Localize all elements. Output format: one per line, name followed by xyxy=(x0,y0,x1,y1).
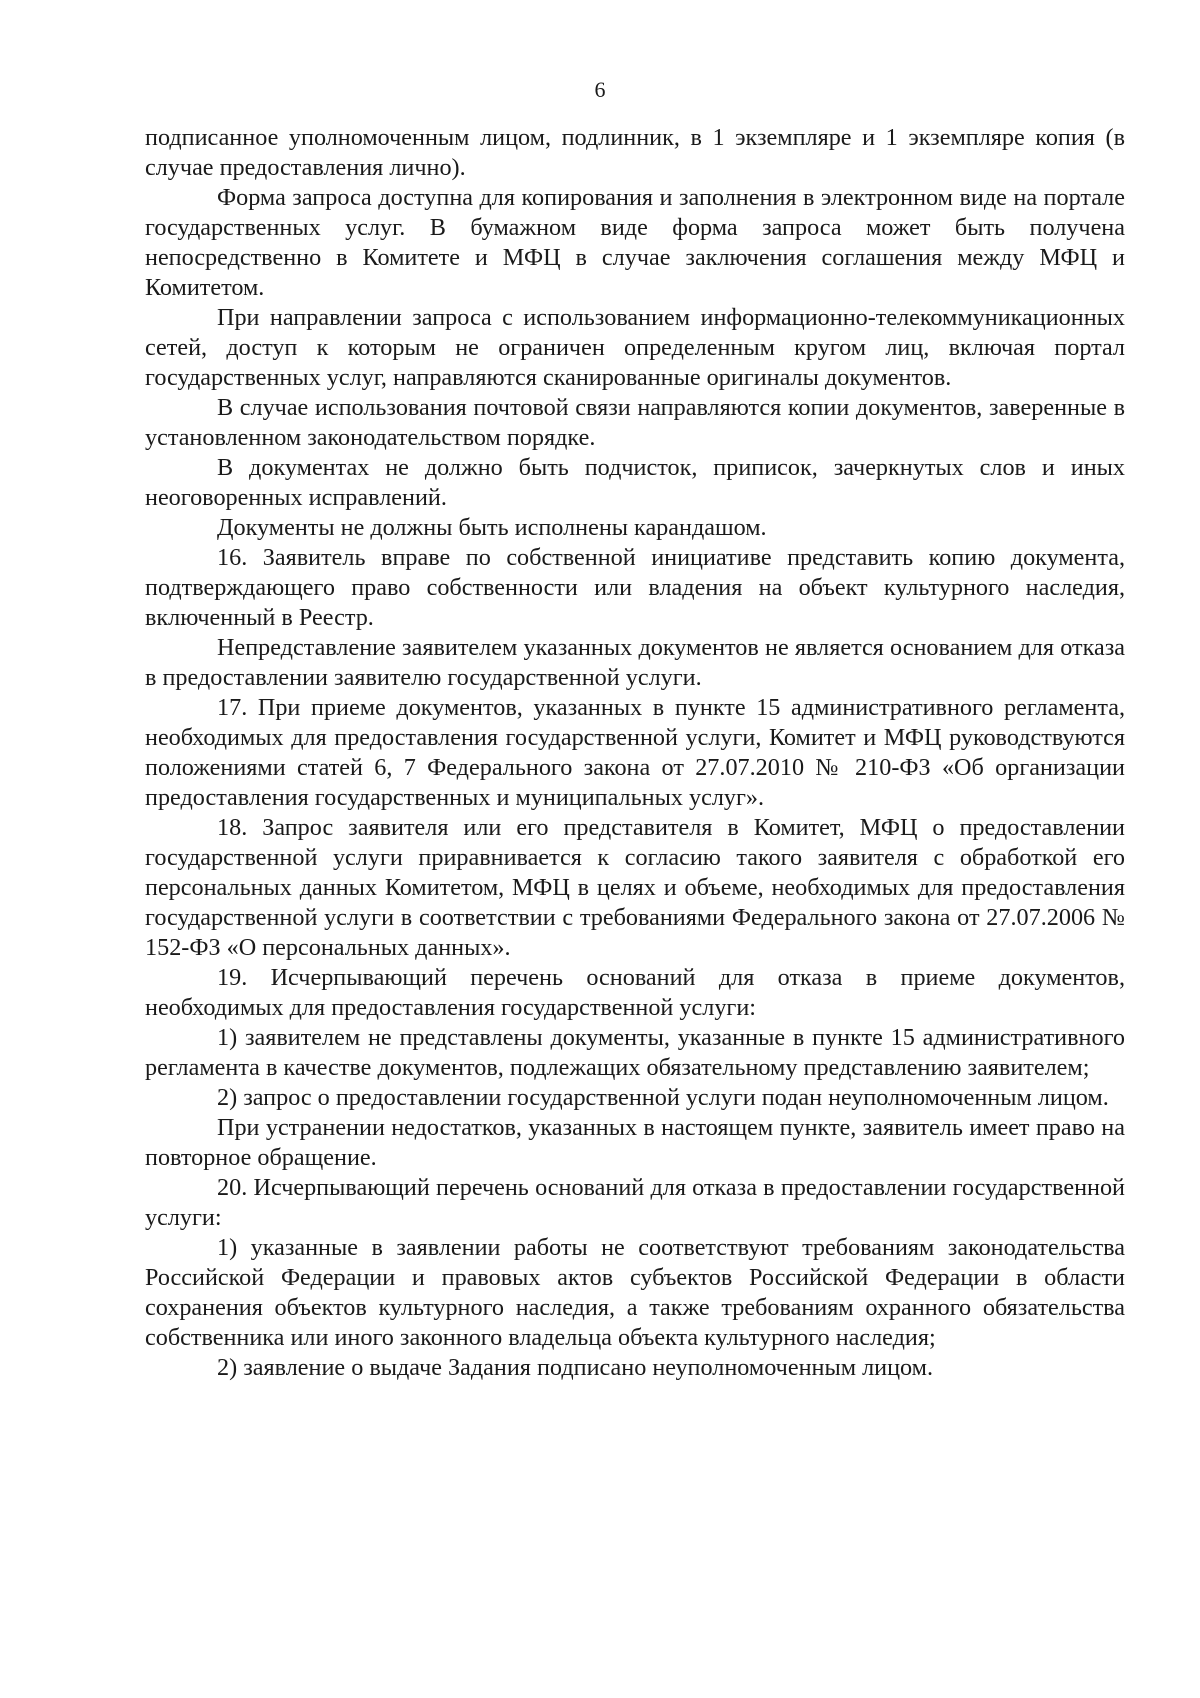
paragraph-item-20-1: 1) указанные в заявлении работы не соответствуют требованиям законодательства Российской Федерации и правовых актов субъектов Российской Федерации в области сохранения объектов культурного наследия, а также требованиям охранного обязательства собственника или иного законного владельца объекта культурного наследия; xyxy=(145,1234,1125,1351)
paragraph-item-19: 19. Исчерпывающий перечень оснований для отказа в приеме документов, необходимых для предоставления государственной услуги: xyxy=(145,964,1125,1021)
page-number: 6 xyxy=(594,77,606,102)
paragraph-postal-submission: В случае использования почтовой связи направляются копии документов, заверенные в установленном законодательством порядке. xyxy=(145,394,1125,451)
paragraph-non-submission: Непредставление заявителем указанных документов не является основанием для отказа в предоставлении заявителю государственной услуги. xyxy=(145,634,1125,691)
paragraph-electronic-submission: При направлении запроса с использованием информационно-телекоммуникационных сетей, доступ к которым не ограничен определенным кругом лиц, включая портал государственных услуг, направляются сканированные оригиналы документов. xyxy=(145,304,1125,391)
paragraph-item-19-1: 1) заявителем не представлены документы, указанные в пункте 15 административного регламента в качестве документов, подлежащих обязательному представлению заявителем; xyxy=(145,1024,1125,1081)
paragraph-request-form: Форма запроса доступна для копирования и заполнения в электронном виде на портале государственных услуг. В бумажном виде форма запроса может быть получена непосредственно в Комитете и МФЦ в случае заключения соглашения между МФЦ и Комитетом. xyxy=(145,184,1125,301)
paragraph-reapplication: При устранении недостатков, указанных в настоящем пункте, заявитель имеет право на повторное обращение. xyxy=(145,1114,1125,1171)
paragraph-no-pencil: Документы не должны быть исполнены карандашом. xyxy=(217,514,767,541)
document-body xyxy=(145,123,1125,1383)
paragraph-item-18: 18. Запрос заявителя или его представителя в Комитет, МФЦ о предоставлении государственной услуги приравнивается к согласию такого заявителя с обработкой его персональных данных Комитетом, МФЦ в целях и объеме, необходимых для предоставления государственной услуги в соответствии с требованиями Федерального закона от 27.07.2006 № 152-ФЗ «О персональных данных». xyxy=(145,814,1125,961)
paragraph-item-16: 16. Заявитель вправе по собственной инициативе представить копию документа, подтверждающего право собственности или владения на объект культурного наследия, включенный в Реестр. xyxy=(145,544,1125,631)
paragraph-item-19-2: 2) запрос о предоставлении государственной услуги подан неуполномоченным лицом. xyxy=(217,1084,1109,1111)
paragraph-continuation: подписанное уполномоченным лицом, подлинник, в 1 экземпляре и 1 экземпляре копия (в случае предоставления лично). xyxy=(145,124,1125,181)
paragraph-item-17: 17. При приеме документов, указанных в пункте 15 административного регламента, необходимых для предоставления государственной услуги, Комитет и МФЦ руководствуются положениями статей 6, 7 Федерального закона от 27.07.2010 № 210-ФЗ «Об организации предоставления государственных и муниципальных услуг». xyxy=(145,694,1125,811)
paragraph-item-20-2: 2) заявление о выдаче Задания подписано неуполномоченным лицом. xyxy=(217,1354,934,1381)
paragraph-no-corrections: В документах не должно быть подчисток, приписок, зачеркнутых слов и иных неоговоренных исправлений. xyxy=(145,454,1125,511)
paragraph-item-20: 20. Исчерпывающий перечень оснований для отказа в предоставлении государственной услуги: xyxy=(145,1174,1125,1231)
